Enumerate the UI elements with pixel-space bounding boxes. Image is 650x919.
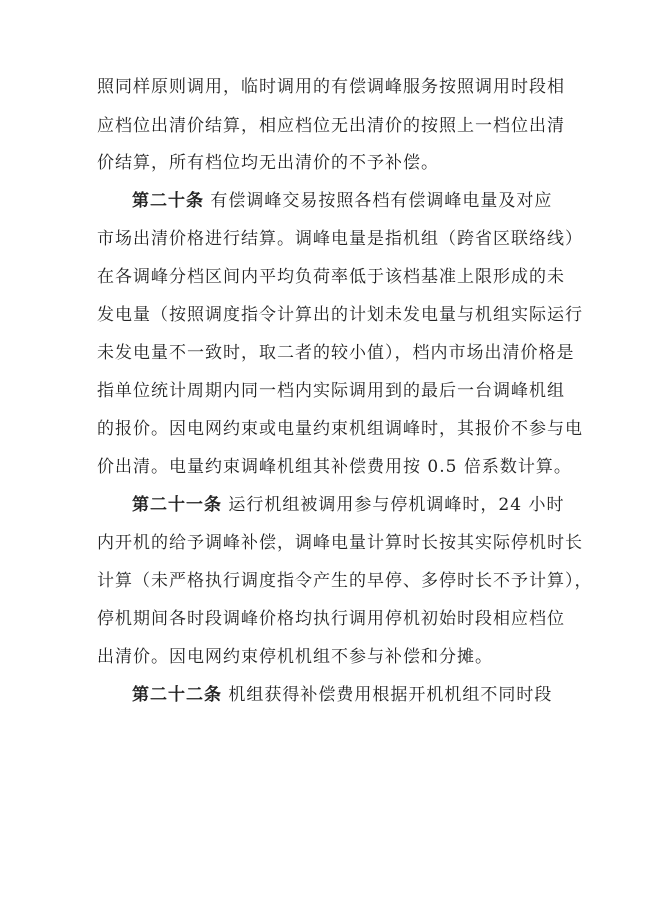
article-line: 第二十一条 运行机组被调用参与停机调峰时，24 小时 — [132, 495, 565, 515]
article-heading: 第二十条 — [132, 191, 204, 211]
text-line: 的报价。因电网约束或电量约束机组调峰时，其报价不参与电 — [97, 419, 583, 439]
text-line: 市场出清价格进行结算。调峰电量是指机组（跨省区联络线） — [97, 229, 583, 249]
text-line: 计算（未严格执行调度指令产生的早停、多停时长不予计算）， — [97, 571, 593, 591]
text-line: 应档位出清价结算，相应档位无出清价的按照上一档位出清 — [97, 116, 565, 136]
text-line: 在各调峰分档区间内平均负荷率低于该档基准上限形成的未 — [97, 267, 565, 287]
article-line: 第二十条 有偿调峰交易按照各档有偿调峰电量及对应 — [132, 191, 553, 211]
text-line: 停机期间各时段调峰价格均执行调用停机初始时段相应档位 — [97, 609, 565, 629]
text-line: 出清价。因电网约束停机机组不参与补偿和分摊。 — [97, 647, 493, 667]
article-heading: 第二十一条 — [132, 495, 222, 515]
text-line: 价结算，所有档位均无出清价的不予补偿。 — [97, 153, 439, 173]
text-line: 内开机的给予调峰补偿，调峰电量计算时长按其实际停机时长 — [97, 533, 583, 553]
text-line: 指单位统计周期内同一档内实际调用到的最后一台调峰机组 — [97, 381, 565, 401]
text-line: 未发电量不一致时，取二者的较小值），档内市场出清价格是 — [97, 343, 575, 363]
article-line: 第二十二条 机组获得补偿费用根据开机机组不同时段 — [132, 685, 553, 705]
text-line: 照同样原则调用，临时调用的有偿调峰服务按照调用时段相 — [97, 77, 565, 97]
article-heading: 第二十二条 — [132, 685, 222, 705]
text-line: 发电量（按照调度指令计算出的计划未发电量与机组实际运行 — [97, 305, 583, 325]
text-line: 价出清。电量约束调峰机组其补偿费用按 0.5 倍系数计算。 — [97, 457, 572, 477]
